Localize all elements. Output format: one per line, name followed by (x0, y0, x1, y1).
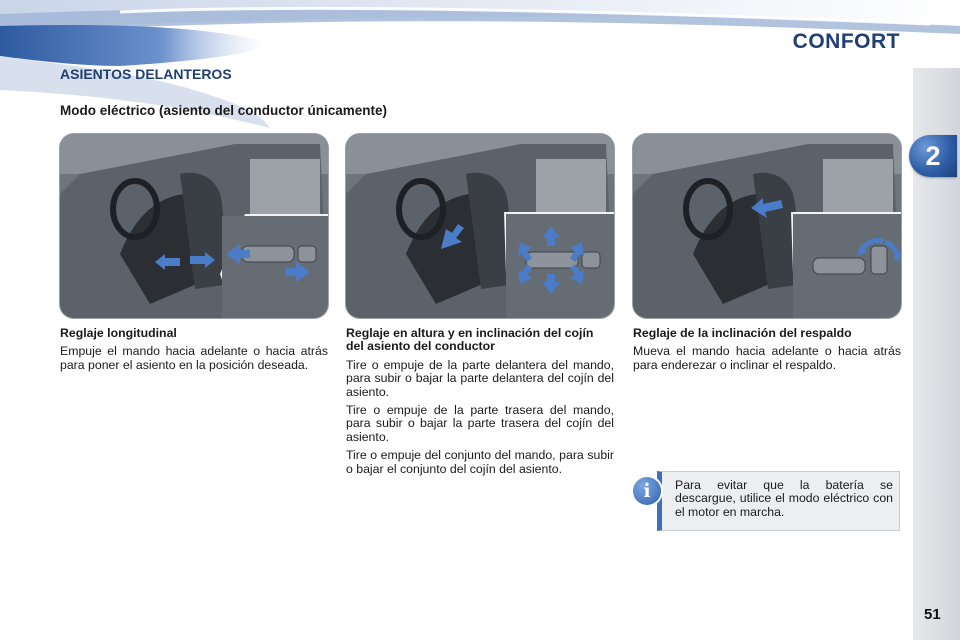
column-paragraph: Tire o empuje de la parte trasera del mando, para subir o bajar la parte trasera del cojín del asiento. (346, 403, 614, 444)
section-title: ASIENTOS DELANTEROS (60, 66, 232, 82)
column-paragraph: Mueva el mando hacia adelante o hacia atrás para enderezar o inclinar el respaldo. (633, 344, 901, 372)
seat-longitudinal-photo (60, 134, 328, 318)
section-subtitle: Modo eléctrico (asiento del conductor únicamente) (60, 103, 388, 118)
column-paragraph: Tire o empuje de la parte delantera del mando, para subir o bajar la parte delantera del cojín del asiento. (346, 357, 614, 399)
seat-height-tilt-photo (346, 134, 614, 318)
column-heading: Reglaje longitudinal (60, 326, 177, 340)
column-heading: Reglaje de la inclinación del respaldo (633, 326, 852, 340)
column-height-tilt (346, 327, 614, 481)
seat-backrest-recline-photo (633, 134, 901, 318)
chapter-number-badge: 2 (909, 135, 957, 177)
column-longitudinal (60, 327, 328, 377)
column-backrest (633, 327, 901, 377)
info-icon: i (633, 477, 661, 505)
info-note-text: Para evitar que la batería se descargue, utilice el modo eléctrico con el motor en marcha. (675, 478, 893, 519)
page-number: 51 (924, 606, 941, 623)
column-paragraph: Empuje el mando hacia adelante o hacia atrás para poner el asiento en la posición deseada. (60, 344, 328, 372)
column-paragraph: Tire o empuje del conjunto del mando, para subir o bajar el conjunto del cojín del asiento. (346, 448, 614, 476)
column-heading: Reglaje en altura y en inclinación del cojín del asiento del conductor (346, 326, 594, 354)
chapter-title: CONFORT (792, 30, 900, 53)
